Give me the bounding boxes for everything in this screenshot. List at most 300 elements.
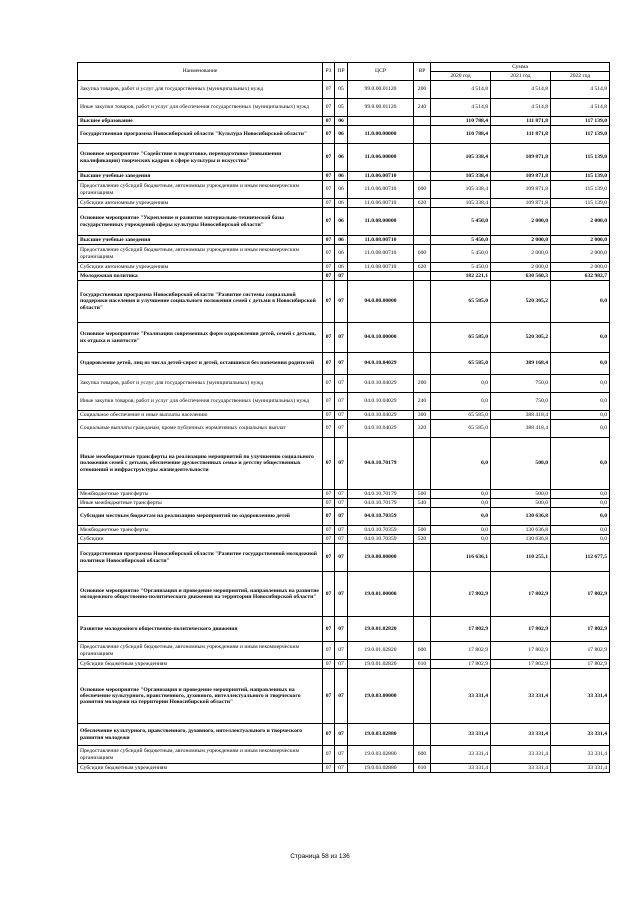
row-rz: 07: [323, 81, 335, 99]
row-rz: 07: [323, 181, 335, 199]
row-csr: 11.0.06.00710: [348, 199, 414, 208]
row-pr: 07: [335, 272, 348, 281]
row-csr: 19.0.01.02820: [348, 660, 414, 669]
row-vr: 240: [414, 99, 431, 117]
row-value-2020: 116 636,1: [431, 544, 491, 572]
row-pr: 07: [335, 660, 348, 669]
row-name: Основное мероприятие "Содействие в подготовке, переподготовке (повышении квалификации) творческих кадров в сфере культуры и искусства": [78, 144, 323, 172]
row-pr: 07: [335, 544, 348, 572]
row-pr: 07: [335, 323, 348, 353]
row-rz: 07: [323, 724, 335, 746]
row-value-2022: 0,0: [551, 535, 610, 544]
table-row: [78, 420, 610, 438]
row-csr: 04.0.10.70359: [348, 508, 414, 526]
row-rz: 07: [323, 245, 335, 263]
row-value-2022: 33 331,4: [551, 764, 610, 773]
row-csr: 04.0.10.70179: [348, 499, 414, 508]
row-value-2021: 2 000,0: [491, 245, 551, 263]
row-name: Иные закупки товаров, работ и услуг для обеспечения государственных (муниципальных) нужд: [78, 99, 323, 117]
header-year-2020: 2020 год: [431, 72, 491, 81]
row-value-2021: 750,0: [491, 393, 551, 411]
table-row: [78, 181, 610, 199]
table-row: [78, 81, 610, 99]
row-pr: 07: [335, 669, 348, 724]
row-value-2021: 17 802,9: [491, 617, 551, 642]
row-name: Закупка товаров, работ и услуг для государственных (муниципальных) нужд: [78, 81, 323, 99]
row-rz: 07: [323, 208, 335, 236]
row-name: Высшее образование: [78, 117, 323, 126]
row-value-2020: 0,0: [431, 393, 491, 411]
row-rz: 07: [323, 393, 335, 411]
row-vr: 600: [414, 181, 431, 199]
row-value-2021: 130 636,8: [491, 535, 551, 544]
table-row: [78, 263, 610, 272]
row-name: Закупка товаров, работ и услуг для государственных (муниципальных) нужд: [78, 375, 323, 393]
row-pr: 07: [335, 438, 348, 490]
row-vr: 520: [414, 535, 431, 544]
row-csr: 11.0.08.00710: [348, 263, 414, 272]
row-value-2020: 33 331,4: [431, 669, 491, 724]
row-pr: 07: [335, 617, 348, 642]
row-csr: 04.0.10.70179: [348, 438, 414, 490]
row-csr: 11.0.08.00710: [348, 236, 414, 245]
row-value-2021: 17 802,9: [491, 572, 551, 617]
row-rz: 07: [323, 117, 335, 126]
row-csr: [348, 272, 414, 281]
table-row: [78, 323, 610, 353]
row-rz: 07: [323, 420, 335, 438]
row-csr: 99.0.00.01120: [348, 99, 414, 117]
row-value-2020: 5 450,0: [431, 208, 491, 236]
row-value-2021: 4 514,8: [491, 99, 551, 117]
row-pr: 06: [335, 236, 348, 245]
row-value-2022: 0,0: [551, 508, 610, 526]
row-name: Иные закупки товаров, работ и услуг для обеспечения государственных (муниципальных) нужд: [78, 393, 323, 411]
row-value-2020: 0,0: [431, 508, 491, 526]
table-row: [78, 535, 610, 544]
row-value-2022: 117 139,0: [551, 126, 610, 144]
row-value-2020: 33 331,4: [431, 764, 491, 773]
row-name: Предоставление субсидий бюджетным, автономным учреждениям и иным некоммерческим организациям: [78, 746, 323, 764]
table-row: [78, 490, 610, 499]
row-name: Основное мероприятие "Организация и проведение мероприятий, направленных на развитие молодежного общественно-политического движения на территории Новосибирской области": [78, 572, 323, 617]
table-row: [78, 724, 610, 746]
row-vr: [414, 272, 431, 281]
row-vr: 610: [414, 660, 431, 669]
row-value-2020: 17 802,9: [431, 617, 491, 642]
row-name: Социальное обеспечение и иные выплаты населению: [78, 411, 323, 420]
table-row: [78, 126, 610, 144]
row-value-2022: 4 514,8: [551, 81, 610, 99]
row-value-2021: 33 331,4: [491, 764, 551, 773]
row-vr: [414, 323, 431, 353]
row-pr: 07: [335, 353, 348, 375]
row-value-2022: 0,0: [551, 499, 610, 508]
row-csr: 04.0.10.70359: [348, 526, 414, 535]
row-rz: 07: [323, 353, 335, 375]
header-vr: ВР: [414, 63, 431, 81]
row-value-2020: 33 331,4: [431, 746, 491, 764]
row-pr: 06: [335, 208, 348, 236]
row-rz: 07: [323, 499, 335, 508]
row-rz: 07: [323, 144, 335, 172]
row-name: Субсидии автономным учреждениям: [78, 199, 323, 208]
row-csr: 11.0.06.00000: [348, 144, 414, 172]
table-row: [78, 172, 610, 181]
table-row: [78, 411, 610, 420]
row-value-2020: 65 585,0: [431, 281, 491, 323]
row-pr: 07: [335, 499, 348, 508]
table-row: [78, 236, 610, 245]
row-csr: 19.0.03.02880: [348, 746, 414, 764]
row-vr: 600: [414, 245, 431, 263]
row-value-2021: 17 802,9: [491, 660, 551, 669]
row-name: Субсидии бюджетным учреждениям: [78, 764, 323, 773]
row-pr: 07: [335, 746, 348, 764]
row-vr: [414, 144, 431, 172]
header-year-2021: 2021 год: [491, 72, 551, 81]
table-row: [78, 617, 610, 642]
row-name: Субсидии: [78, 535, 323, 544]
row-value-2021: 109 871,8: [491, 144, 551, 172]
row-value-2020: 5 450,0: [431, 236, 491, 245]
row-rz: 07: [323, 642, 335, 660]
row-name: Молодежная политика: [78, 272, 323, 281]
row-value-2022: 0,0: [551, 420, 610, 438]
row-pr: 07: [335, 764, 348, 773]
row-vr: [414, 572, 431, 617]
row-value-2022: 115 139,0: [551, 172, 610, 181]
row-vr: [414, 353, 431, 375]
row-value-2021: 110 255,1: [491, 544, 551, 572]
row-pr: 06: [335, 126, 348, 144]
table-row: [78, 642, 610, 660]
row-value-2020: 0,0: [431, 438, 491, 490]
row-csr: 04.0.10.70179: [348, 490, 414, 499]
row-value-2020: 5 450,0: [431, 245, 491, 263]
row-name: Основное мероприятие "Организация и проведение мероприятий, направленных на обеспечение культурного, нравственного, духовного, интеллектуального и творческого развития молодежи на территории Новосибирской области": [78, 669, 323, 724]
table-row: [78, 117, 610, 126]
row-vr: [414, 281, 431, 323]
table-row: [78, 508, 610, 526]
row-value-2021: 111 871,8: [491, 126, 551, 144]
row-rz: 07: [323, 746, 335, 764]
row-value-2021: 520 305,2: [491, 323, 551, 353]
row-vr: [414, 438, 431, 490]
row-pr: 06: [335, 181, 348, 199]
row-name: Иные межбюджетные трансферты: [78, 499, 323, 508]
row-value-2022: 33 331,4: [551, 724, 610, 746]
row-vr: 620: [414, 263, 431, 272]
row-vr: [414, 236, 431, 245]
row-value-2020: 65 585,0: [431, 420, 491, 438]
row-value-2020: 4 514,8: [431, 81, 491, 99]
row-value-2022: 2 000,0: [551, 236, 610, 245]
header-rz: РЗ: [323, 63, 335, 81]
row-value-2020: 17 802,9: [431, 572, 491, 617]
row-pr: 07: [335, 724, 348, 746]
row-value-2021: 17 802,9: [491, 642, 551, 660]
row-value-2021: 2 000,0: [491, 263, 551, 272]
row-vr: [414, 724, 431, 746]
table-row: [78, 499, 610, 508]
row-csr: 19.0.03.00000: [348, 669, 414, 724]
row-vr: [414, 617, 431, 642]
row-value-2020: 0,0: [431, 526, 491, 535]
row-value-2020: 17 802,9: [431, 642, 491, 660]
row-rz: 07: [323, 490, 335, 499]
row-pr: 07: [335, 375, 348, 393]
row-rz: 07: [323, 669, 335, 724]
row-pr: 07: [335, 508, 348, 526]
row-value-2020: 110 788,4: [431, 117, 491, 126]
row-value-2022: 0,0: [551, 353, 610, 375]
row-value-2022: 632 982,7: [551, 272, 610, 281]
row-value-2020: 105 338,4: [431, 199, 491, 208]
table-row: [78, 208, 610, 236]
row-name: Иные межбюджетные трансферты на реализацию мероприятий по улучшению социального положения семей с детьми, обеспечение дружественных семье и детству общественных отношений и инфраструктуры жизнедеятельности: [78, 438, 323, 490]
row-rz: 07: [323, 172, 335, 181]
row-value-2021: 130 636,8: [491, 508, 551, 526]
row-rz: 07: [323, 411, 335, 420]
row-value-2022: 17 802,9: [551, 617, 610, 642]
row-value-2020: 5 450,0: [431, 263, 491, 272]
row-csr: 19.0.01.02820: [348, 617, 414, 642]
row-csr: 11.0.08.00000: [348, 208, 414, 236]
row-csr: [348, 117, 414, 126]
row-value-2021: 33 331,4: [491, 746, 551, 764]
row-pr: 07: [335, 535, 348, 544]
row-name: Предоставление субсидий бюджетным, автономным учреждениям и иным некоммерческим организациям: [78, 642, 323, 660]
row-name: Государственная программа Новосибирской области "Развитие государственной молодежной политики Новосибирской области": [78, 544, 323, 572]
row-value-2020: 65 585,0: [431, 411, 491, 420]
table-row: [78, 526, 610, 535]
header-name: Наименование: [78, 63, 323, 81]
row-value-2021: 500,0: [491, 499, 551, 508]
row-vr: 600: [414, 746, 431, 764]
row-name: Основное мероприятие "Реализация современных форм оздоровления детей, семей с детьми, их отдыха и занятости": [78, 323, 323, 353]
row-vr: [414, 126, 431, 144]
row-value-2022: 112 677,5: [551, 544, 610, 572]
row-rz: 07: [323, 764, 335, 773]
row-value-2020: 33 331,4: [431, 724, 491, 746]
row-vr: 200: [414, 375, 431, 393]
row-csr: 11.0.06.00710: [348, 181, 414, 199]
row-csr: 99.0.00.01120: [348, 81, 414, 99]
row-value-2022: 115 139,0: [551, 199, 610, 208]
row-rz: 07: [323, 535, 335, 544]
row-vr: 320: [414, 420, 431, 438]
table-row: [78, 375, 610, 393]
row-name: Государственная программа Новосибирской области "Развитие системы социальной поддержки населения и улучшение социального положения семей с детьми в Новосибирской области": [78, 281, 323, 323]
row-rz: 07: [323, 236, 335, 245]
row-rz: 07: [323, 438, 335, 490]
row-name: Развитие молодежного общественно-политического движения: [78, 617, 323, 642]
row-vr: [414, 208, 431, 236]
row-rz: 07: [323, 572, 335, 617]
row-pr: 07: [335, 281, 348, 323]
row-value-2022: 17 802,9: [551, 660, 610, 669]
table-row: [78, 746, 610, 764]
row-value-2020: 65 585,0: [431, 323, 491, 353]
row-value-2021: 389 168,4: [491, 353, 551, 375]
row-csr: 04.0.10.00000: [348, 323, 414, 353]
row-vr: 620: [414, 199, 431, 208]
row-name: Оздоровление детей, лиц из числа детей-сирот и детей, оставшихся без попечения родителей: [78, 353, 323, 375]
row-value-2021: 500,0: [491, 490, 551, 499]
row-vr: 610: [414, 764, 431, 773]
row-csr: 19.0.00.00000: [348, 544, 414, 572]
table-row: [78, 393, 610, 411]
row-value-2022: 2 000,0: [551, 245, 610, 263]
row-name: Основное мероприятие "Укрепление и развитие материально-технической базы государственных учреждений сферы культуры Новосибирской области": [78, 208, 323, 236]
row-value-2020: 4 514,8: [431, 99, 491, 117]
row-vr: [414, 544, 431, 572]
row-vr: 600: [414, 642, 431, 660]
row-value-2021: 109 871,8: [491, 181, 551, 199]
row-pr: 07: [335, 572, 348, 617]
table-row: [78, 764, 610, 773]
row-rz: 07: [323, 126, 335, 144]
row-value-2020: 105 338,4: [431, 144, 491, 172]
table-row: [78, 245, 610, 263]
page-number: Страница 58 из 136: [290, 853, 350, 860]
row-csr: 04.0.10.04029: [348, 353, 414, 375]
header-pr: ПР: [335, 63, 348, 81]
row-rz: 07: [323, 375, 335, 393]
row-pr: 07: [335, 411, 348, 420]
row-value-2021: 111 871,8: [491, 117, 551, 126]
table-row: [78, 660, 610, 669]
row-value-2022: 33 331,4: [551, 746, 610, 764]
row-pr: 06: [335, 245, 348, 263]
row-value-2021: 388 418,4: [491, 420, 551, 438]
header-year-2022: 2022 год: [551, 72, 610, 81]
row-name: Высшие учебные заведения: [78, 236, 323, 245]
row-vr: [414, 508, 431, 526]
row-name: Социальные выплаты гражданам, кроме публичных нормативных социальных выплат: [78, 420, 323, 438]
row-rz: 07: [323, 660, 335, 669]
row-name: Субсидии автономным учреждениям: [78, 263, 323, 272]
row-value-2021: 33 331,4: [491, 669, 551, 724]
row-name: Межбюджетные трансферты: [78, 526, 323, 535]
row-value-2021: 4 514,8: [491, 81, 551, 99]
table-row: [78, 272, 610, 281]
row-rz: 07: [323, 544, 335, 572]
row-pr: 06: [335, 144, 348, 172]
row-rz: 07: [323, 99, 335, 117]
row-value-2022: 2 000,0: [551, 263, 610, 272]
row-value-2022: 17 802,9: [551, 642, 610, 660]
row-value-2020: 0,0: [431, 375, 491, 393]
row-value-2021: 109 871,8: [491, 199, 551, 208]
table-row: [78, 438, 610, 490]
row-pr: 07: [335, 393, 348, 411]
row-vr: 500: [414, 526, 431, 535]
row-csr: 11.0.00.00000: [348, 126, 414, 144]
row-csr: 04.0.10.70359: [348, 535, 414, 544]
row-pr: 06: [335, 199, 348, 208]
table-row: [78, 99, 610, 117]
row-value-2020: 0,0: [431, 499, 491, 508]
row-value-2022: 17 802,9: [551, 572, 610, 617]
row-value-2020: 105 338,4: [431, 172, 491, 181]
row-value-2021: 2 000,0: [491, 236, 551, 245]
row-name: Субсидии бюджетным учреждениям: [78, 660, 323, 669]
row-name: Предоставление субсидий бюджетным, автономным учреждениям и иным некоммерческим организациям: [78, 245, 323, 263]
row-value-2022: 0,0: [551, 375, 610, 393]
row-rz: 07: [323, 199, 335, 208]
row-value-2022: 0,0: [551, 438, 610, 490]
row-csr: 04.0.10.04029: [348, 375, 414, 393]
row-csr: 11.0.08.00710: [348, 245, 414, 263]
row-rz: 07: [323, 526, 335, 535]
row-csr: 11.0.06.00710: [348, 172, 414, 181]
row-name: Государственная программа Новосибирской области "Культура Новосибирской области": [78, 126, 323, 144]
row-value-2021: 109 871,8: [491, 172, 551, 181]
row-csr: 19.0.03.02880: [348, 764, 414, 773]
table-row: [78, 144, 610, 172]
row-rz: 07: [323, 272, 335, 281]
row-rz: 07: [323, 617, 335, 642]
row-value-2022: 0,0: [551, 490, 610, 499]
row-csr: 19.0.01.00000: [348, 572, 414, 617]
row-rz: 07: [323, 508, 335, 526]
row-csr: 04.0.10.04029: [348, 420, 414, 438]
table-row: [78, 353, 610, 375]
row-pr: 06: [335, 172, 348, 181]
row-value-2021: 630 560,3: [491, 272, 551, 281]
row-csr: 04.0.10.04029: [348, 393, 414, 411]
row-value-2021: 500,0: [491, 438, 551, 490]
row-vr: 240: [414, 393, 431, 411]
row-vr: [414, 117, 431, 126]
row-pr: 07: [335, 526, 348, 535]
row-name: Субсидии местным бюджетам на реализацию мероприятий по оздоровлению детей: [78, 508, 323, 526]
table-row: [78, 572, 610, 617]
row-value-2022: 115 139,0: [551, 181, 610, 199]
row-pr: 06: [335, 263, 348, 272]
row-value-2020: 17 802,9: [431, 660, 491, 669]
row-vr: [414, 669, 431, 724]
row-value-2022: 0,0: [551, 411, 610, 420]
row-csr: 04.0.00.00000: [348, 281, 414, 323]
budget-table: [77, 62, 610, 773]
row-value-2020: 65 585,0: [431, 353, 491, 375]
row-value-2020: 0,0: [431, 535, 491, 544]
row-value-2021: 130 636,8: [491, 526, 551, 535]
row-vr: 540: [414, 499, 431, 508]
header-csr: ЦСР: [348, 63, 414, 81]
table-body: [78, 81, 610, 773]
row-value-2021: 33 331,4: [491, 724, 551, 746]
row-value-2021: 520 305,2: [491, 281, 551, 323]
table-row: [78, 281, 610, 323]
row-pr: 05: [335, 99, 348, 117]
row-pr: 07: [335, 420, 348, 438]
row-rz: 07: [323, 263, 335, 272]
row-pr: 05: [335, 81, 348, 99]
row-vr: 500: [414, 490, 431, 499]
row-value-2022: 33 331,4: [551, 669, 610, 724]
row-value-2022: 2 000,0: [551, 208, 610, 236]
row-vr: 300: [414, 411, 431, 420]
row-value-2022: 117 139,0: [551, 117, 610, 126]
row-value-2022: 0,0: [551, 393, 610, 411]
row-csr: 19.0.03.02880: [348, 724, 414, 746]
row-name: Межбюджетные трансферты: [78, 490, 323, 499]
row-rz: 07: [323, 323, 335, 353]
